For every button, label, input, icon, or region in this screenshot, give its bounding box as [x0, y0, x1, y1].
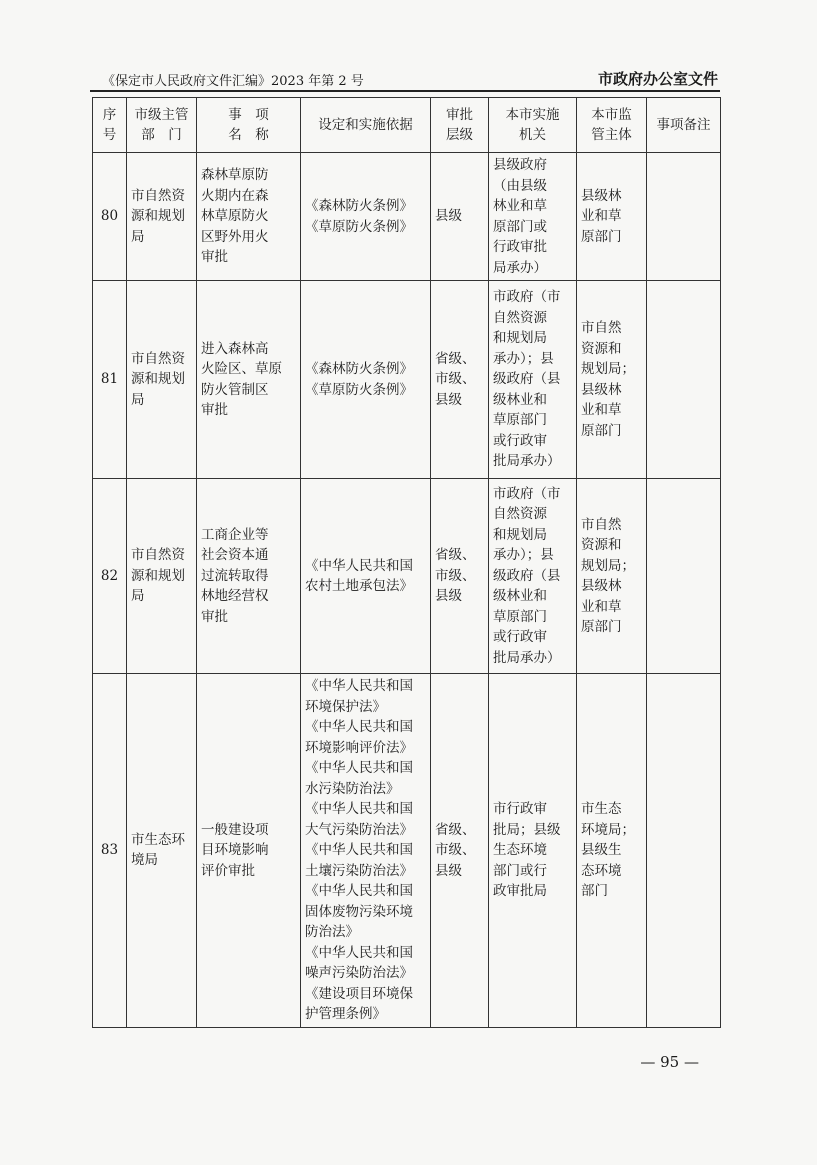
col-header-no: 序 号 [93, 98, 127, 153]
page-number: — 95 — [640, 1053, 699, 1071]
publication-title: 《保定市人民政府文件汇编》2023 年第 2 号 [102, 74, 364, 89]
row-note [647, 479, 721, 674]
row-dept: 市自然资 源和规划 局 [127, 153, 197, 281]
row-note [647, 153, 721, 281]
col-header-basis: 设定和实施依据 [301, 98, 431, 153]
row-basis: 《中华人民共和国 环境保护法》 《中华人民共和国 环境影响评价法》 《中华人民共和国 水污染防治法》 《中华人民共和国 大气污染防治法》 《中华人民共和国 土壤污染防治法》 《中华人民共和国 固体废物污染环境 防治法》 《中华人民共和国 噪声污染防治法》 《建设项目环境保 护管理条例》 [301, 674, 431, 1028]
row-note [647, 674, 721, 1028]
table-row [93, 479, 721, 674]
table-row [93, 674, 721, 1028]
section-title: 市政府办公室文件 [597, 70, 718, 88]
row-agency: 市行政审 批局；县级 生态环境 部门或行 政审批局 [489, 674, 577, 1028]
row-item-name: 工商企业等 社会资本通 过流转取得 林地经营权 审批 [197, 479, 301, 674]
col-header-agency: 本市实施 机关 [489, 98, 577, 153]
col-header-supervisor: 本市监 管主体 [577, 98, 647, 153]
row-agency: 市政府（市 自然资源 和规划局 承办）；县 级政府（县 级林业和 草原部门 或行政审 批局承办） [489, 479, 577, 674]
table-row [93, 153, 721, 281]
row-supervisor: 县级林 业和草 原部门 [577, 153, 647, 281]
row-agency: 县级政府 （由县级 林业和草 原部门或 行政审批 局承办） [489, 153, 577, 281]
row-dept: 市自然资 源和规划 局 [127, 281, 197, 479]
row-dept: 市生态环 境局 [127, 674, 197, 1028]
page-header [90, 68, 720, 92]
col-header-name: 事 项 名 称 [197, 98, 301, 153]
row-basis: 《森林防火条例》 《草原防火条例》 [301, 153, 431, 281]
col-header-dept: 市级主管 部 门 [127, 98, 197, 153]
row-level: 省级、 市级、 县级 [431, 281, 489, 479]
row-level: 省级、 市级、 县级 [431, 479, 489, 674]
row-item-name: 森林草原防 火期内在森 林草原防火 区野外用火 审批 [197, 153, 301, 281]
row-item-name: 进入森林高 火险区、草原 防火管制区 审批 [197, 281, 301, 479]
row-dept: 市自然资 源和规划 局 [127, 479, 197, 674]
table-row [93, 281, 721, 479]
table-header-row [93, 98, 721, 153]
row-level: 省级、 市级、 县级 [431, 674, 489, 1028]
row-number: 81 [93, 281, 127, 479]
row-number: 83 [93, 674, 127, 1028]
row-basis: 《中华人民共和国 农村土地承包法》 [301, 479, 431, 674]
row-basis: 《森林防火条例》 《草原防火条例》 [301, 281, 431, 479]
row-number: 82 [93, 479, 127, 674]
approval-items-table [92, 97, 721, 1028]
col-header-level: 审批 层级 [431, 98, 489, 153]
col-header-note: 事项备注 [647, 98, 721, 153]
row-note [647, 281, 721, 479]
row-supervisor: 市自然 资源和 规划局； 县级林 业和草 原部门 [577, 281, 647, 479]
row-supervisor: 市生态 环境局； 县级生 态环境 部门 [577, 674, 647, 1028]
row-agency: 市政府（市 自然资源 和规划局 承办）；县 级政府（县 级林业和 草原部门 或行政审 批局承办） [489, 281, 577, 479]
row-item-name: 一般建设项 目环境影响 评价审批 [197, 674, 301, 1028]
row-supervisor: 市自然 资源和 规划局； 县级林 业和草 原部门 [577, 479, 647, 674]
row-number: 80 [93, 153, 127, 281]
row-level: 县级 [431, 153, 489, 281]
